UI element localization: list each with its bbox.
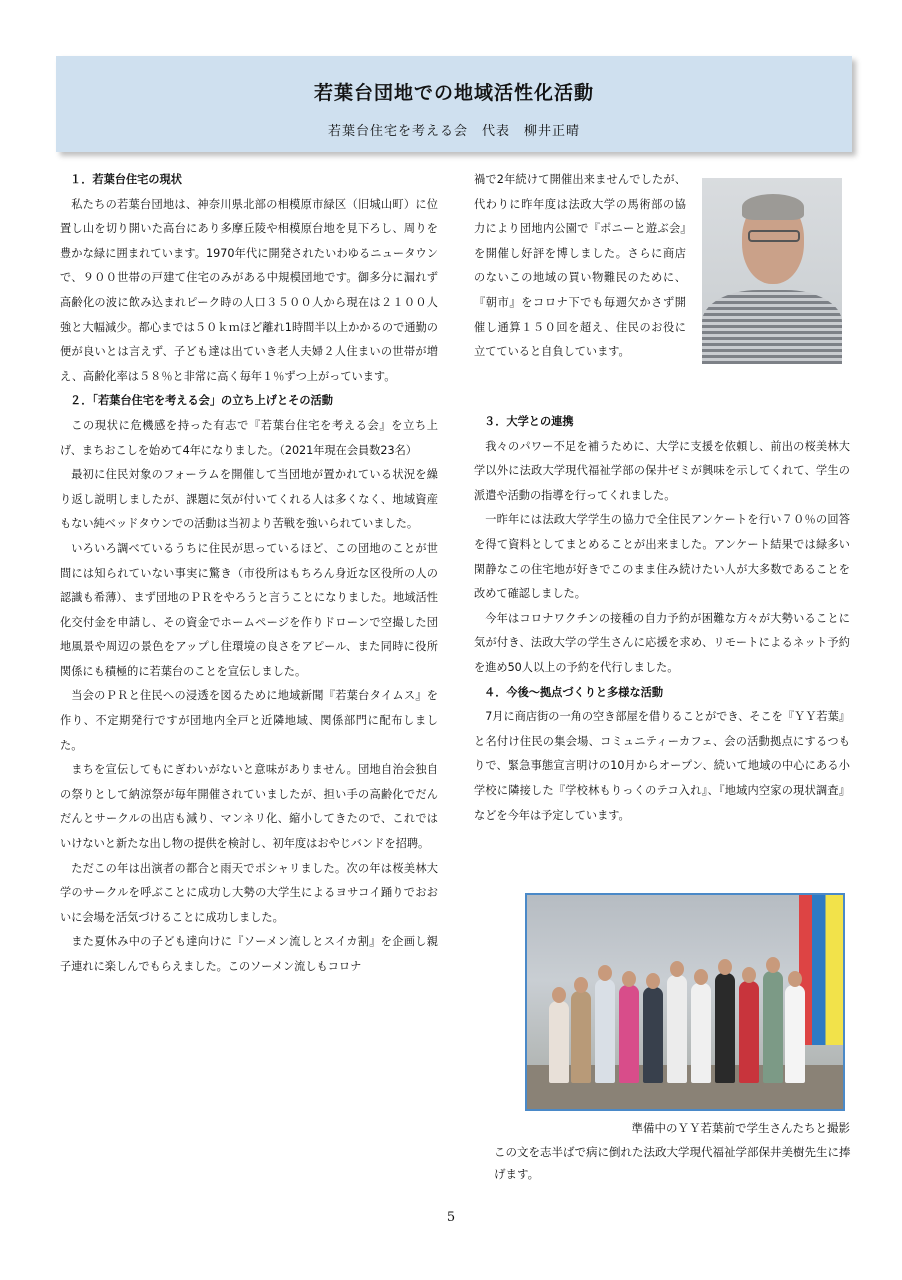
section-4-paragraph: 7月に商店街の一角の空き部屋を借りることができ、そこを『ＹＹ若葉』と名付け住民の集会場、コミュニティーカフェ、会の活動拠点にするつもりで、緊急事態宣言明けの10月からオープン、続いて地域の中心にある小学校に隣接した『学校林もりっくのテコ入れ』、『地域内空家の現状調査』などを今年は予定しています。 [474,710,850,822]
section-4-heading: ４．今後～拠点づくりと多様な活動 [484,685,664,699]
section-2-paragraph-3: いろいろ調べているうちに住民が思っているほど、この団地のことが世間には知られていない事実に驚き（市役所はもちろん身近な区役所の人の認識も希薄）、まず団地のＰＲをやろうと言うことになりました。地域活性化交付金を申請し、その資金でホームページを作りドローンで空撮した団地風景や周辺の景色をアップし住環境の良さをアピール、また同時に役所関係にも積極的に若葉台のことを宣伝しました。 [60,541,438,678]
person-head [788,971,802,987]
section-1-paragraph: 私たちの若葉台団地は、神奈川県北部の相模原市緑区（旧城山町）に位置し山を切り開いた高台にあり多摩丘陵や相模原台地を見下ろし、周りを豊かな緑に囲まれています。1970年代に開発されたいわゆるニュータウンで、９００世帯の戸建て住宅のみがある中規模団地です。御多分に漏れず高齢化の波に飲み込まれピーク時の人口３５００人から現在は２１００人強と大幅減少。都心までは５０ｋｍほど離れ1時間半以上かかるので通勤の便が良いとは言えず、子ども達は出ていき老人夫婦２人住まいの世帯が増え、高齢化率は５８％と非常に高く毎年１％ずつ上がっています。 [60,197,438,383]
person-figure [619,985,639,1083]
person-figure [643,987,663,1083]
section-2-paragraph-7: また夏休み中の子ども達向けに『ソーメン流しとスイカ割』を企画し親子連れに楽しんでもらえました。このソーメン流しもコロナ [60,935,438,973]
person-head [598,965,612,981]
person-figure [715,973,735,1083]
section-2-paragraph-6: ただこの年は出演者の都合と雨天でポシャリました。次の年は桜美林大学のサークルを呼ぶことに成功し大勢の大学生によるヨサコイ踊りでおおいに会場を活気づけることに成功しました。 [60,861,438,924]
section-1-heading: １．若葉台住宅の現状 [70,173,182,186]
right-column [474,410,850,828]
person-figure [595,979,615,1083]
left-column [60,168,438,980]
section-2-continued-paragraph: 禍で2年続けて開催出来ませんでしたが、代わりに昨年度は法政大学の馬術部の協力により団地内公園で『ポニーと遊ぶ会』を開催し好評を博しました。さらに商店のないこの地域の買い物難民のために、『朝市』をコロナ下でも毎週欠かさず開催し通算１５０回を超え、住民のお役に立てていると自負しています。 [474,173,686,359]
person-figure [691,983,711,1083]
portrait-shirt [702,290,842,364]
photo-caption: 準備中のＹＹ若葉前で学生さんたちと撮影 [631,1121,850,1135]
section-2-paragraph-1: この現状に危機感を持った有志で『若葉台住宅を考える会』を立ち上げ、まちおこしを始めて4年になりました。（2021年現在会員数23名） [60,418,438,457]
section-3-paragraph-2: 一昨年には法政大学学生の協力で全住民アンケートを行い７０％の回答を得て資料としてまとめることが出来ました。アンケート結果では緑多い閑静なこの住宅地が好きでこのまま住み続けたい人が大多数であることを改めて確認しました。 [474,513,850,601]
person-head [646,973,660,989]
person-figure [763,971,783,1083]
section-2-paragraph-5: まちを宣伝してもにぎわいがないと意味がありません。団地自治会独自の祭りとして納涼祭が毎年開催されていましたが、担い手の高齢化でだんだんとサークルの出店も減り、マンネリ化、縮小してきたので、これではいけないと新たな出し物の提供を検討し、初年度はおやじバンドを招聘。 [60,763,438,851]
person-head [670,961,684,977]
person-head [622,971,636,987]
group-photo [525,893,845,1111]
section-3-paragraph-1: 我々のパワー不足を補うために、大学に支援を依頼し、前出の桜美林大学以外に法政大学現代福祉学部の保井ゼミが興味を示してくれて、学生の派遣や活動の指導を行ってくれました。 [474,439,850,502]
article-author: 若葉台住宅を考える会 代表 柳井正晴 [327,124,580,139]
portrait-hair [742,194,804,220]
person-figure [571,991,591,1083]
section-3-heading: ３．大学との連携 [484,415,574,428]
shop-front [799,895,843,1045]
person-figure [549,1001,569,1083]
person-head [718,959,732,975]
portrait-glasses [748,230,800,242]
person-head [766,957,780,973]
person-figure [667,975,687,1083]
section-2-paragraph-4: 当会のＰＲと住民への浸透を図るために地域新聞『若葉台タイムス』を作り、不定期発行ですが団地内全戸と近隣地域、関係部門に配布しました。 [60,689,438,752]
person-head [552,987,566,1003]
person-figure [739,981,759,1083]
dedication-text: この文を志半ばで病に倒れた法政大学現代福祉学部保井美樹先生に捧げます。 [494,1145,851,1181]
section-3-paragraph-3: 今年はコロナワクチンの接種の自力予約が困難な方々が大勢いることに気が付き、法政大学の学生さんに応援を求め、リモートによるネット予約を進め50人以上の予約を代行しました。 [474,611,850,674]
right-top-column [474,168,686,365]
page-number: 5 [446,1210,456,1225]
section-2-heading: ２．「若葉台住宅を考える会」の立ち上げとその活動 [70,394,333,408]
article-title: 若葉台団地での地域活性化活動 [313,82,594,104]
person-head [742,967,756,983]
person-head [694,969,708,985]
article-header [56,56,852,152]
section-2-paragraph-2: 最初に住民対象のフォーラムを開催して当団地が置かれている状況を繰り返し説明しましたが、課題に気が付いてくれる人は多くなく、地域資産もない純ベッドタウンでの活動は当初より苦戦を強いられていました。 [60,468,438,531]
author-portrait-photo [702,178,842,364]
person-figure [785,985,805,1083]
person-head [574,977,588,993]
